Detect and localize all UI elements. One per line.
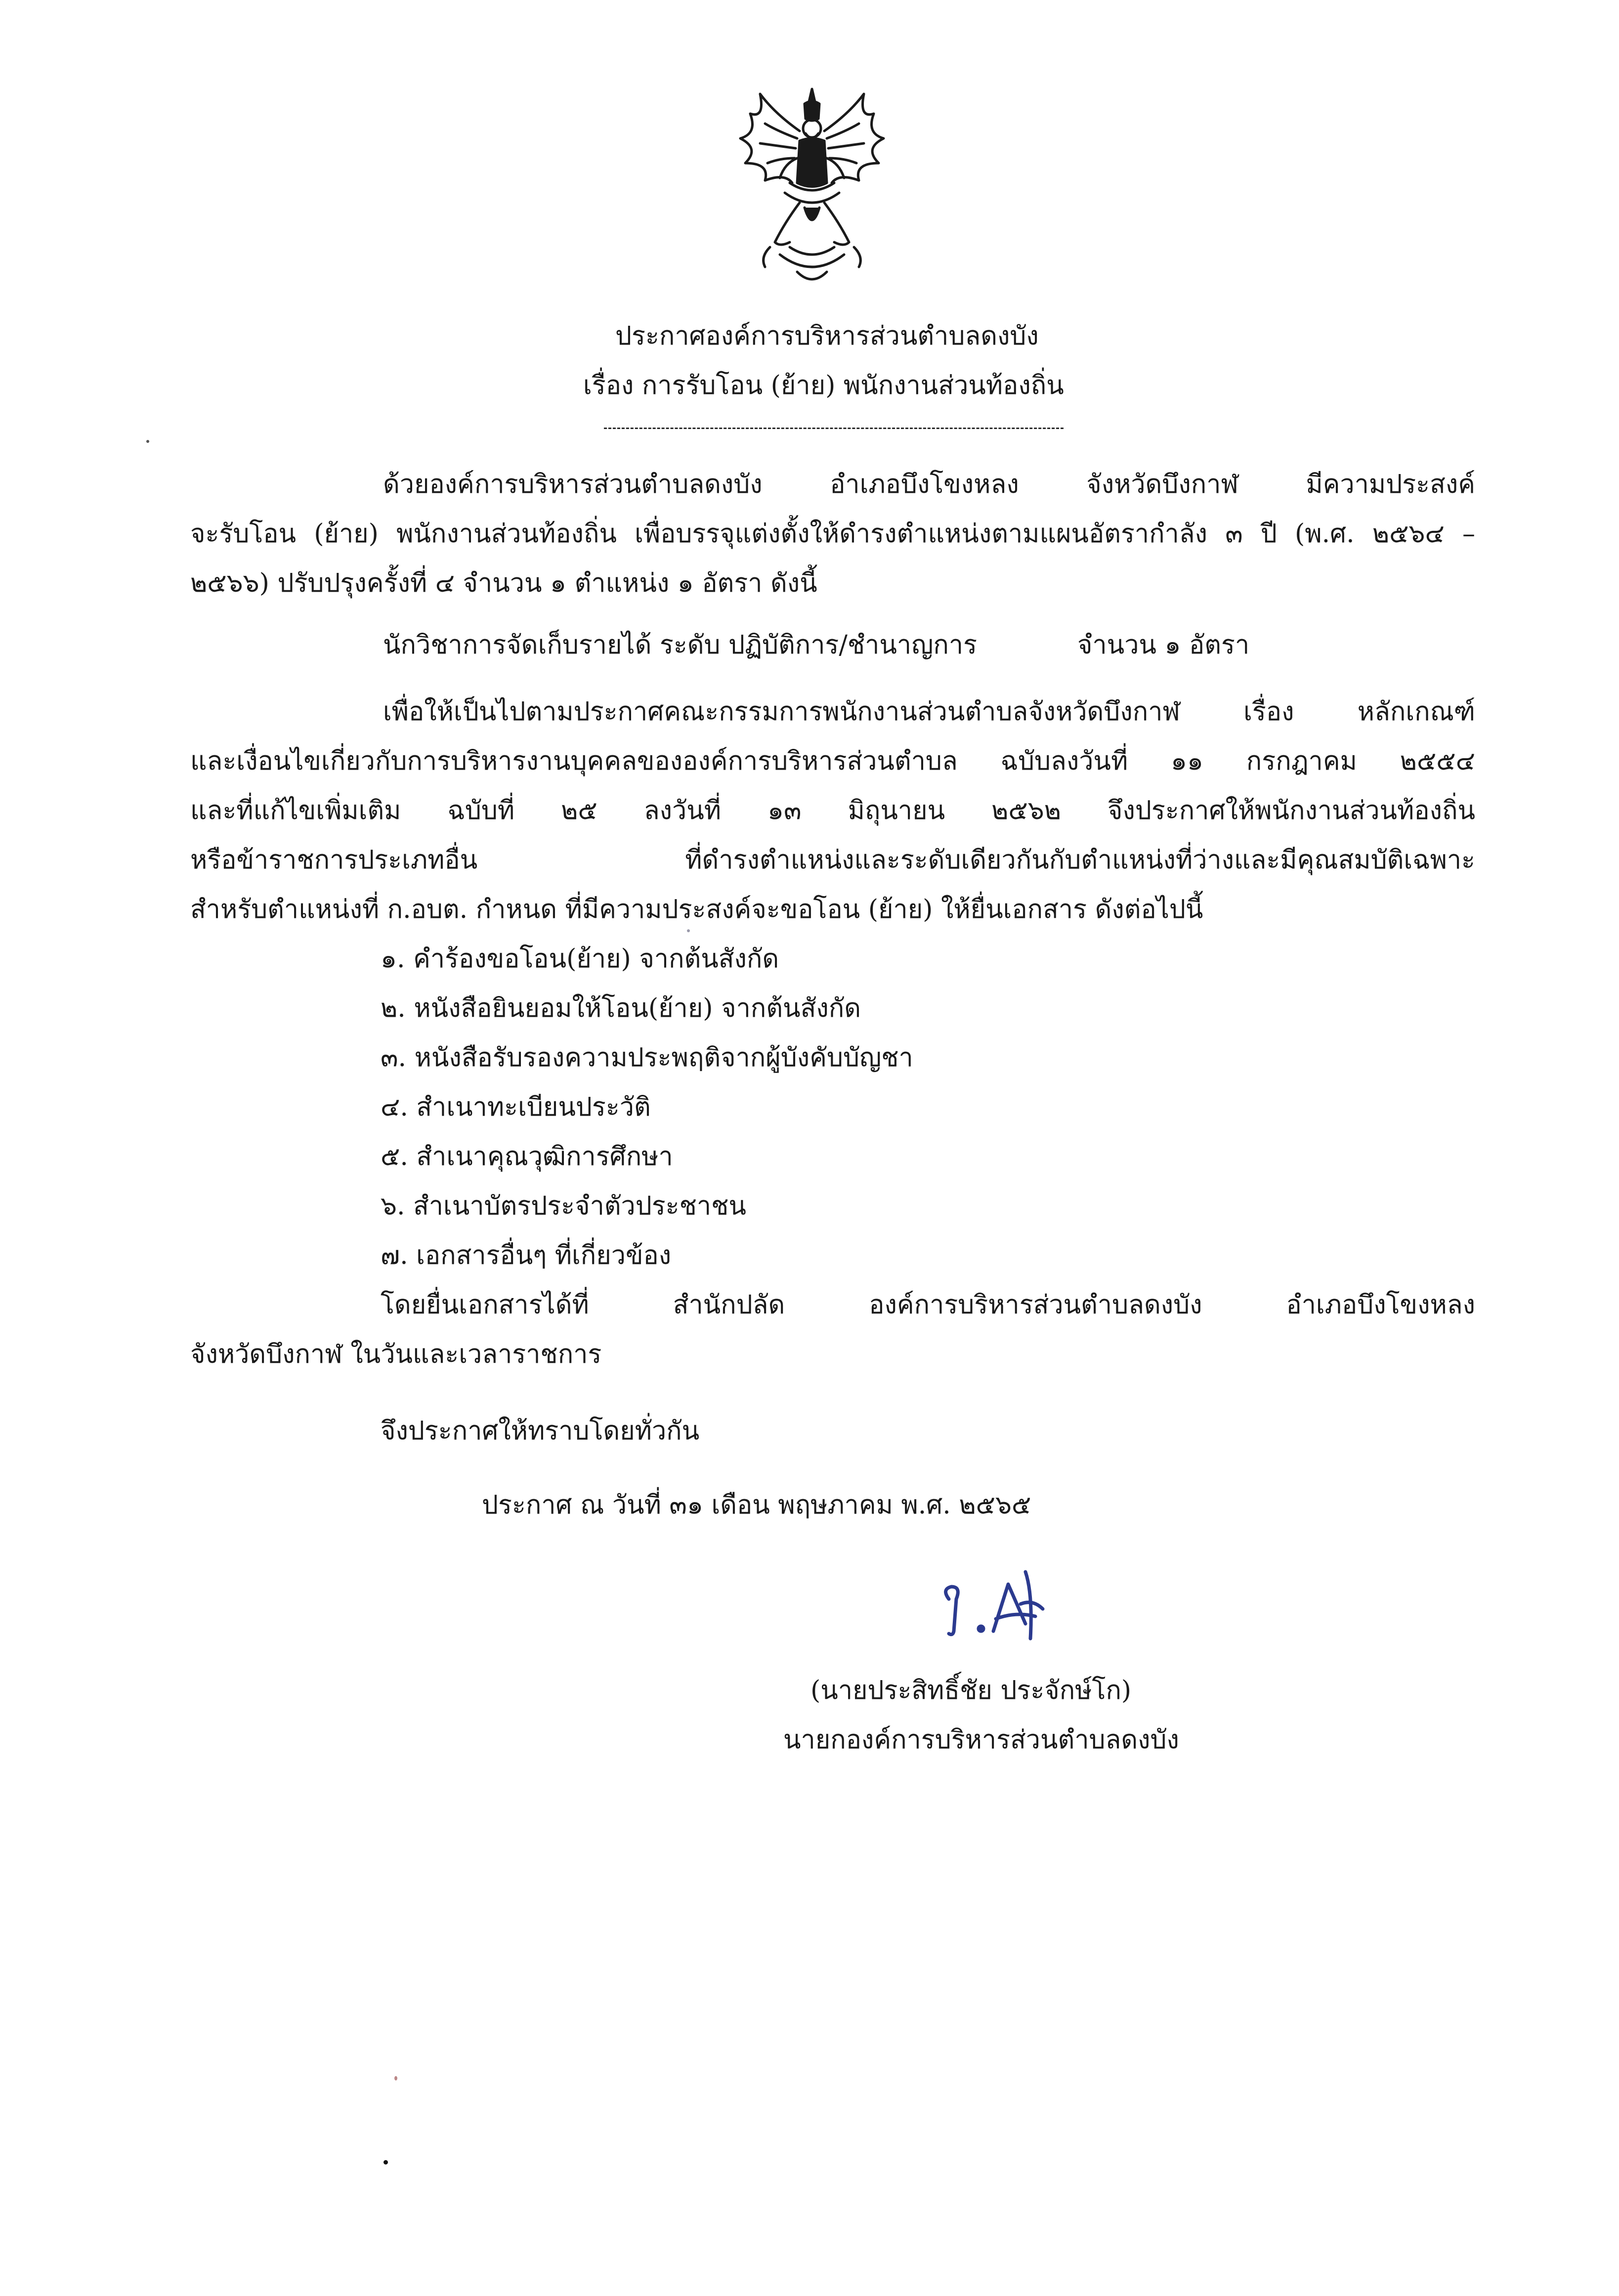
position-count: จำนวน ๑ อัตรา: [1077, 630, 1250, 660]
garuda-emblem-icon: [730, 84, 894, 292]
document-item: ๓. หนังสือรับรองความประพฤติจากผู้บังคับบัญชา: [381, 1043, 913, 1073]
document-item: ๑. คำร้องขอโอน(ย้าย) จากต้นสังกัด: [381, 944, 779, 974]
submission-line-2: จังหวัดบึงกาฬ ในวันและเวลาราชการ: [190, 1340, 602, 1369]
criteria-line-5: สำหรับตำแหน่งที่ ก.อบต. กำหนด ที่มีความประสงค์จะขอโอน (ย้าย) ให้ยื่นเอกสาร ดังต่อไปนี้: [190, 895, 1203, 924]
criteria-line-2: และเงื่อนไขเกี่ยวกับการบริหารงานบุคคลขององค์การบริหารส่วนตำบล ฉบับลงวันที่ ๑๑ กรกฎาคม ๒๕๕๔: [190, 746, 1475, 776]
criteria-line-1: เพื่อให้เป็นไปตามประกาศคณะกรรมการพนักงานส่วนตำบลจังหวัดบึงกาฬ เรื่อง หลักเกณฑ์: [383, 697, 1475, 727]
position-title: นักวิชาการจัดเก็บรายได้ ระดับ ปฏิบัติการ/ชำนาญการ: [383, 630, 978, 660]
document-item: ๗. เอกสารอื่นๆ ที่เกี่ยวข้อง: [381, 1241, 672, 1270]
signatory-name: (นายประสิทธิ์ชัย ประจักษ์โก): [810, 1676, 1132, 1705]
criteria-line-3: และที่แก้ไขเพิ่มเติม ฉบับที่ ๒๕ ลงวันที่ ๑๓ มิถุนายน ๒๕๖๒ จึงประกาศให้พนักงานส่วนท้องถิ่น: [190, 796, 1475, 825]
signatory-title: นายกองค์การบริหารส่วนตำบลดงบัง: [783, 1725, 1179, 1755]
intro-line-1: ด้วยองค์การบริหารส่วนตำบลดงบัง อำเภอบึงโขงหลง จังหวัดบึงกาฬ มีความประสงค์: [383, 470, 1475, 499]
announcement-date: ประกาศ ณ วันที่ ๓๑ เดือน พฤษภาคม พ.ศ. ๒๕๖๕: [482, 1490, 1031, 1520]
document-item: ๒. หนังสือยินยอมให้โอน(ย้าย) จากต้นสังกัด: [381, 994, 861, 1023]
handwritten-signature: [934, 1564, 1063, 1644]
title-separator: [604, 428, 1064, 429]
submission-line-1: โดยยื่นเอกสารได้ที่ สำนักปลัด องค์การบริหารส่วนตำบลดงบัง อำเภอบึงโขงหลง: [381, 1290, 1475, 1320]
announcement-issuer: ประกาศองค์การบริหารส่วนตำบลดงบัง: [615, 321, 1039, 351]
announcement-subject: เรื่อง การรับโอน (ย้าย) พนักงานส่วนท้องถิ่น: [583, 371, 1064, 400]
document-item: ๕. สำเนาคุณวุฒิการศึกษา: [381, 1142, 673, 1171]
document-item: ๔. สำเนาทะเบียนประวัติ: [381, 1092, 651, 1122]
intro-line-2: จะรับโอน (ย้าย) พนักงานส่วนท้องถิ่น เพื่อบรรจุแต่งตั้งให้ดำรงตำแหน่งตามแผนอัตรากำลัง ๓ ปี (พ.ศ. ๒๕๖๔ –: [190, 519, 1475, 549]
document-item: ๖. สำเนาบัตรประจำตัวประชาชน: [381, 1191, 746, 1221]
criteria-line-4: หรือข้าราชการประเภทอื่น ที่ดำรงตำแหน่งและระดับเดียวกันกับตำแหน่งที่ว่างและมีคุณสมบัติเฉพาะ: [190, 845, 1475, 875]
closing-statement: จึงประกาศให้ทราบโดยทั่วกัน: [381, 1416, 700, 1446]
intro-line-3: ๒๕๖๖) ปรับปรุงครั้งที่ ๔ จำนวน ๑ ตำแหน่ง ๑ อัตรา ดังนี้: [190, 568, 817, 598]
